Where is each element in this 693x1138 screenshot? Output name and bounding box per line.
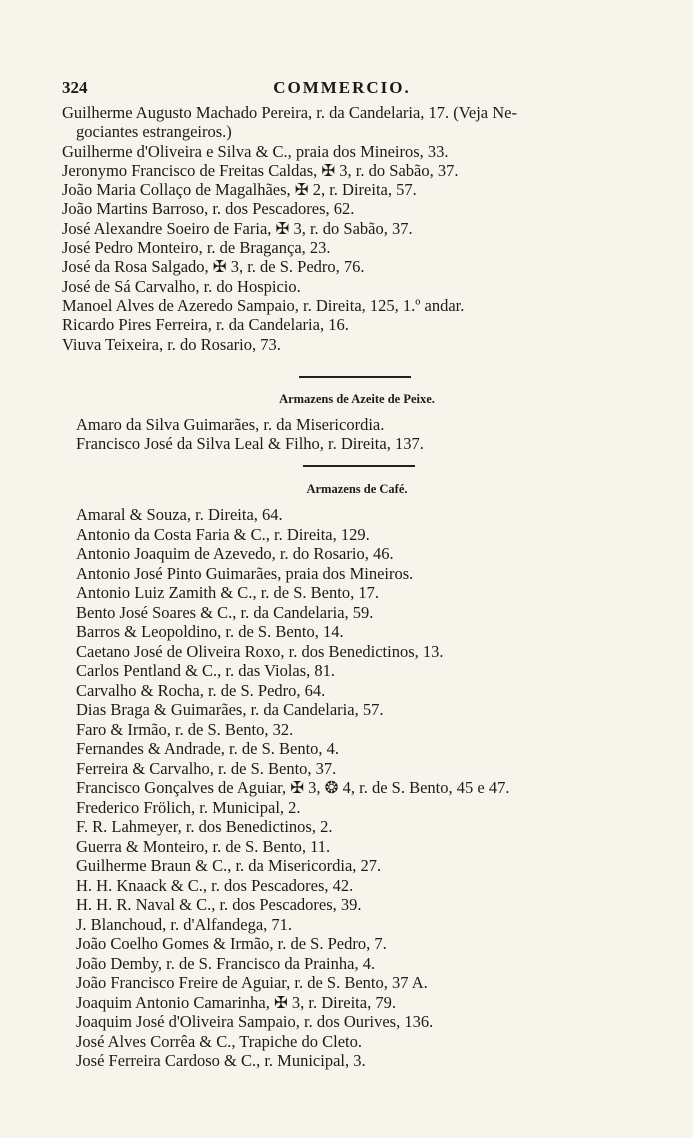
page-header (62, 78, 622, 102)
list-item: Ferreira & Carvalho, r. de S. Bento, 37. (76, 758, 337, 778)
list-item: Antonio da Costa Faria & C., r. Direita, 129. (76, 524, 370, 544)
list-item: H. H. Knaack & C., r. dos Pescadores, 42. (76, 875, 354, 895)
list-item: João Francisco Freire de Aguiar, r. de S. Bento, 37 A. (76, 973, 428, 992)
list-item: José Alves Corrêa & C., Trapiche do Cleto. (76, 1031, 362, 1051)
list-item: João Martins Barroso, r. dos Pescadores, 62. (62, 199, 355, 219)
list-item: F. R. Lahmeyer, r. dos Benedictinos, 2. (76, 817, 333, 836)
list-item: Guilherme Braun & C., r. da Misericordia, 27. (76, 856, 382, 875)
list-item: Carlos Pentland & C., r. das Violas, 81. (76, 661, 336, 680)
list-item: Bento José Soares & C., r. da Candelaria, 59. (76, 602, 374, 622)
list-item: Antonio Joaquim de Azevedo, r. do Rosario, 46. (76, 544, 394, 563)
list-item: Amaro da Silva Guimarães, r. da Misericordia. (76, 415, 385, 434)
list-item: Amaral & Souza, r. Direita, 64. (76, 505, 283, 524)
list-item: Fernandes & Andrade, r. de S. Bento, 4. (76, 739, 340, 758)
list-item: Guilherme Augusto Machado Pereira, r. da Candelaria, 17. (Veja Ne- (62, 103, 517, 122)
list-item: José Ferreira Cardoso & C., r. Municipal, 3. (76, 1051, 366, 1070)
list-item: Frederico Frölich, r. Municipal, 2. (76, 797, 301, 817)
list-item: João Coelho Gomes & Irmão, r. de S. Pedro, 7. (76, 934, 387, 953)
list-item: Joaquim Antonio Camarinha, ✠ 3, r. Direita, 79. (76, 992, 396, 1012)
list-item: Guilherme d'Oliveira e Silva & C., praia dos Mineiros, 33. (62, 141, 449, 161)
section-merchants-list (62, 103, 662, 354)
list-item-continuation: gociantes estrangeiros.) (76, 122, 232, 142)
list-item: J. Blanchoud, r. d'Alfandega, 71. (76, 914, 293, 934)
section-cafe-list (76, 505, 666, 1071)
list-item: H. H. R. Naval & C., r. dos Pescadores, 39. (76, 895, 362, 914)
list-item: José de Sá Carvalho, r. do Hospicio. (62, 276, 301, 296)
list-item: Carvalho & Rocha, r. de S. Pedro, 64. (76, 680, 326, 700)
list-item: José Pedro Monteiro, r. de Bragança, 23. (62, 238, 331, 258)
list-item: Joaquim José d'Oliveira Sampaio, r. dos Ourives, 136. (76, 1012, 434, 1031)
list-item: João Maria Collaço de Magalhães, ✠ 2, r. Direita, 57. (62, 180, 417, 200)
list-item: Faro & Irmão, r. de S. Bento, 32. (76, 719, 294, 739)
list-item: José Alexandre Soeiro de Faria, ✠ 3, r. do Sabão, 37. (62, 218, 413, 238)
list-item: Antonio José Pinto Guimarães, praia dos Mineiros. (76, 563, 414, 583)
list-item: Viuva Teixeira, r. do Rosario, 73. (62, 334, 281, 354)
list-item: Dias Braga & Guimarães, r. da Candelaria, 57. (76, 700, 384, 719)
section-divider (299, 376, 411, 378)
list-item: José da Rosa Salgado, ✠ 3, r. de S. Pedro, 76. (62, 257, 365, 277)
section-heading-cafe: Armazens de Café. (306, 482, 408, 496)
list-item: Jeronymo Francisco de Freitas Caldas, ✠ 3, r. do Sabão, 37. (62, 160, 459, 180)
list-item: Francisco Gonçalves de Aguiar, ✠ 3, ❂ 4, r. de S. Bento, 45 e 47. (76, 778, 510, 797)
list-item: Manoel Alves de Azeredo Sampaio, r. Direita, 125, 1.º andar. (62, 295, 465, 315)
section-azeite-list (76, 415, 666, 454)
list-item: Ricardo Pires Ferreira, r. da Candelaria, 16. (62, 315, 349, 335)
page-number: 324 (62, 78, 88, 97)
list-item: Antonio Luiz Zamith & C., r. de S. Bento, 17. (76, 583, 379, 602)
section-divider (303, 465, 415, 467)
list-item: Barros & Leopoldino, r. de S. Bento, 14. (76, 622, 344, 641)
section-heading-azeite: Armazens de Azeite de Peixe. (279, 392, 435, 406)
list-item: João Demby, r. de S. Francisco da Prainha, 4. (76, 953, 376, 973)
list-item: Caetano José de Oliveira Roxo, r. dos Benedictinos, 13. (76, 641, 444, 661)
list-item: Francisco José da Silva Leal & Filho, r. Direita, 137. (76, 434, 424, 454)
list-item: Guerra & Monteiro, r. de S. Bento, 11. (76, 836, 331, 856)
running-title: COMMERCIO. (273, 78, 411, 97)
